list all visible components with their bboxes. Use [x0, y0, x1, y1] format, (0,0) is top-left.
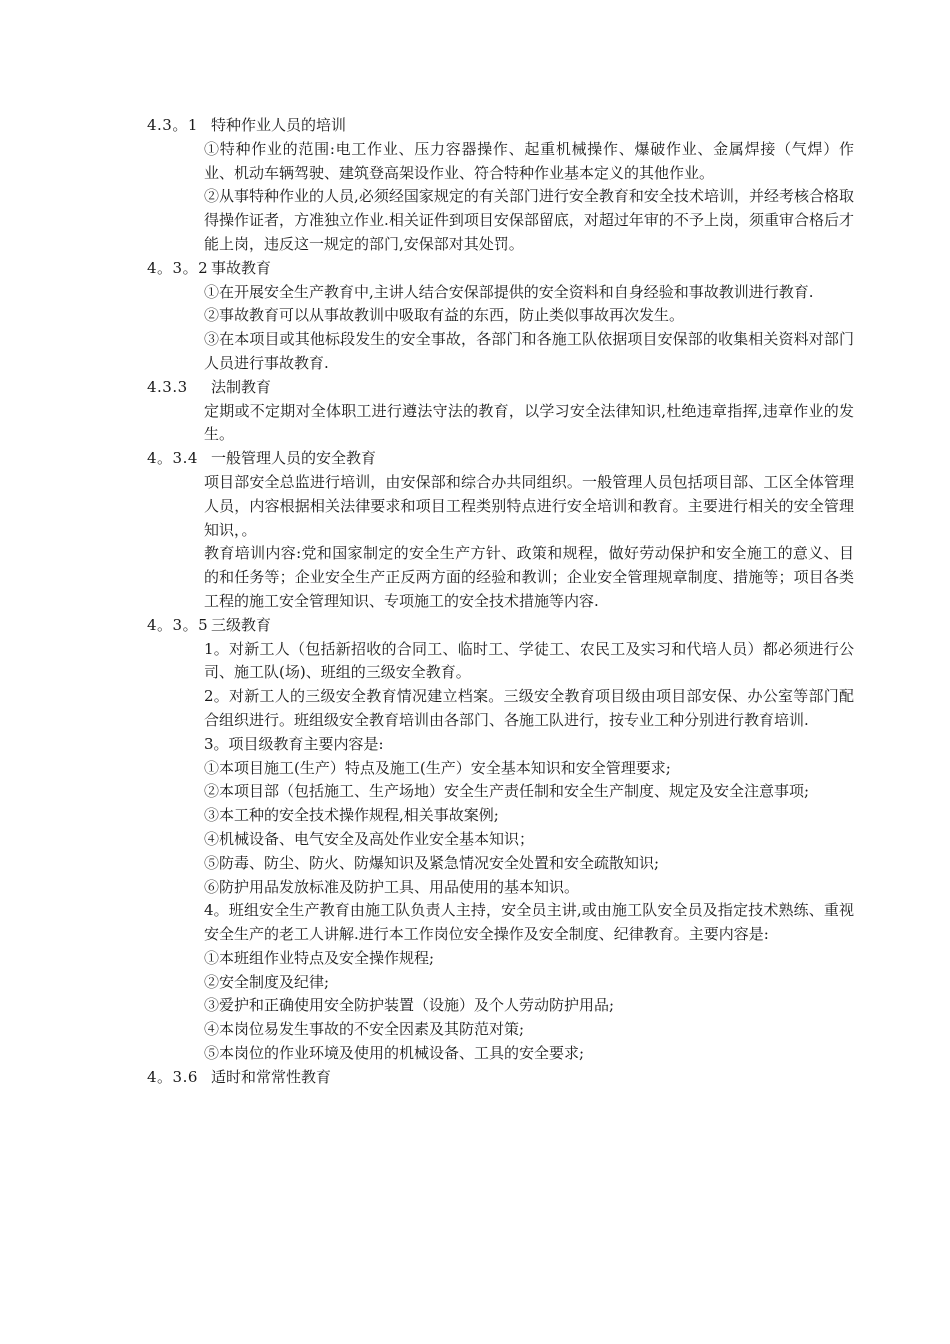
section-content: [204, 138, 854, 257]
section-number: 4。3.4: [147, 449, 198, 468]
paragraph: ④机械设备、电气安全及高处作业安全基本知识；: [204, 829, 535, 848]
paragraph: 3。项目级教育主要内容是:: [204, 734, 384, 753]
section-heading: [147, 114, 867, 138]
paragraph: 1。对新工人（包括新招收的合同工、临时工、学徒工、农民工及实习和代培人员）都必须进行公司、施工队(场)、班组的三级安全教育。: [204, 639, 854, 682]
section-heading: [147, 614, 867, 638]
paragraph: ④本岗位易发生事故的不安全因素及其防范对策;: [204, 1020, 525, 1039]
paragraph: ①在开展安全生产教育中,主讲人结合安保部提供的安全资料和自身经验和事故教训进行教育.: [204, 282, 814, 301]
paragraph: 定期或不定期对全体职工进行遵法守法的教育，以学习安全法律知识,杜绝违章指挥,违章作业的发生。: [204, 401, 854, 444]
section-title: 法制教育: [211, 377, 272, 396]
section-number: 4。3。2: [147, 258, 209, 277]
paragraph: ①本项目施工(生产）特点及施工(生产）安全基本知识和安全管理要求;: [204, 758, 671, 777]
section-content: [204, 281, 854, 376]
section-content: [204, 400, 854, 448]
section-heading: [147, 257, 867, 281]
paragraph: ③本工种的安全技术操作规程,相关事故案例;: [204, 806, 499, 825]
section-title: 三级教育: [211, 615, 272, 634]
section-content: [204, 638, 854, 1066]
section-4-3-3: [147, 376, 867, 447]
paragraph: ⑤本岗位的作业环境及使用的机械设备、工具的安全要求;: [204, 1044, 585, 1063]
section-heading: [147, 447, 867, 471]
paragraph: ②安全制度及纪律;: [204, 972, 330, 991]
section-4-3-6: [147, 1066, 867, 1090]
paragraph: ⑤防毒、防尘、防火、防爆知识及紧急情况安全处置和安全疏散知识;: [204, 853, 660, 872]
section-4-3-1: [147, 114, 867, 257]
paragraph: 项目部安全总监进行培训，由安保部和综合办共同组织。一般管理人员包括项目部、工区全体管理人员，内容根据相关法律要求和项目工程类别特点进行安全培训和教育。主要进行相关的安全管理知识，。: [204, 472, 854, 539]
section-content: [204, 471, 854, 614]
paragraph: ③在本项目或其他标段发生的安全事故，各部门和各施工队依据项目安保部的收集相关资料对部门人员进行事故教育.: [204, 330, 854, 372]
section-number: 4.3。1: [147, 116, 198, 134]
paragraph: 教育培训内容:党和国家制定的安全生产方针、政策和规程，做好劳动保护和安全施工的意义、目的和任务等；企业安全生产正反两方面的经验和教训；企业安全管理规章制度、措施等；项目各类工程的施工安全管理知识、专项施工的安全技术措施等内容.: [204, 544, 854, 610]
section-title: 特种作业人员的培训: [211, 116, 347, 134]
document-body: [147, 114, 867, 1090]
section-4-3-2: [147, 257, 867, 376]
section-heading: [147, 1066, 867, 1090]
paragraph: ⑥防护用品发放标准及防护工具、用品使用的基本知识。: [204, 877, 580, 896]
section-title: 适时和常常性教育: [211, 1067, 332, 1086]
paragraph: ②事故教育可以从事故教训中吸取有益的东西，防止类似事故再次发生。: [204, 306, 685, 325]
section-number: 4。3.6: [147, 1067, 198, 1086]
section-title: 事故教育: [211, 258, 272, 277]
paragraph: 2。对新工人的三级安全教育情况建立档案。三级安全教育项目级由项目部安保、办公室等部门配合组织进行。班组级安全教育培训由各部门、各施工队进行，按专业工种分别进行教育培训.: [204, 687, 854, 729]
paragraph: ②本项目部（包括施工、生产场地）安全生产责任制和安全生产制度、规定及安全注意事项;: [204, 782, 810, 801]
paragraph: ③爱护和正确使用安全防护装置（设施）及个人劳动防护用品;: [204, 996, 615, 1015]
section-4-3-5: [147, 614, 867, 1066]
paragraph: ②从事特种作业的人员,必须经国家规定的有关部门进行安全教育和安全技术培训，并经考核合格取得操作证者，方准独立作业.相关证件到项目安保部留底，对超过年审的不予上岗，须重审合格后才能上岗，违反这一规定的部门,安保部对其处罚。: [204, 187, 854, 253]
paragraph: ①本班组作业特点及安全操作规程;: [204, 948, 435, 967]
section-heading: [147, 376, 867, 400]
paragraph: ①特种作业的范围:电工作业、压力容器操作、起重机械操作、爆破作业、金属焊接（气焊）作业、机动车辆驾驶、建筑登高架设作业、符合特种作业基本定义的其他作业。: [204, 139, 854, 182]
section-title: 一般管理人员的安全教育: [211, 449, 377, 468]
section-number: 4.3.3: [147, 377, 188, 396]
section-4-3-4: [147, 447, 867, 614]
section-number: 4。3。5: [147, 615, 209, 634]
paragraph: 4。班组安全生产教育由施工队负责人主持，安全员主讲,或由施工队安全员及指定技术熟练、重视安全生产的老工人讲解.进行本工作岗位安全操作及安全制度、纪律教育。主要内容是:: [204, 901, 854, 944]
